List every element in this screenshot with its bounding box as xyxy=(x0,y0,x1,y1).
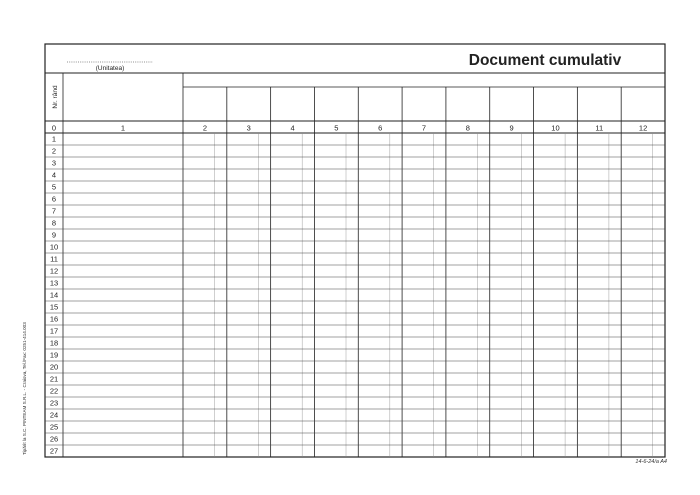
form-border xyxy=(45,44,665,457)
row-number-label: 24 xyxy=(49,410,59,420)
column-number-label: 4 xyxy=(290,123,295,133)
row-number-label: 16 xyxy=(49,314,59,324)
column-number-label: 0 xyxy=(51,123,57,133)
column-number-label: 9 xyxy=(509,123,514,133)
form-code: 14-6-24/a A4 xyxy=(635,459,667,465)
document-title: Document cumulativ xyxy=(468,52,622,69)
row-number-label: 4 xyxy=(51,170,57,180)
row-number-label: 26 xyxy=(49,434,59,444)
column-number-label: 5 xyxy=(334,123,339,133)
row-number-label: 15 xyxy=(49,302,59,312)
row-number-label: 21 xyxy=(49,374,59,384)
column-number-label: 7 xyxy=(421,123,427,133)
column-number-label: 10 xyxy=(551,123,560,133)
row-number-label: 20 xyxy=(49,362,59,372)
column-number-label: 6 xyxy=(378,123,383,133)
row-number-label: 11 xyxy=(50,254,58,264)
column-number-label: 3 xyxy=(246,123,251,133)
column-number-label: 1 xyxy=(120,123,126,133)
unit-label: (Unitatea) xyxy=(95,65,125,72)
row-number-label: 7 xyxy=(51,206,57,216)
row-number-label: 19 xyxy=(49,350,59,360)
row-number-label: 12 xyxy=(49,266,59,276)
row-number-label: 22 xyxy=(49,386,59,396)
column-number-label: 12 xyxy=(638,123,648,133)
row-number-label: 8 xyxy=(51,218,57,228)
row-number-label: 3 xyxy=(51,158,57,168)
row-number-label: 23 xyxy=(49,398,59,408)
row-number-label: 25 xyxy=(49,422,59,432)
column-number-label: 11 xyxy=(595,123,604,133)
row-number-label: 6 xyxy=(51,194,57,204)
row-number-label: 2 xyxy=(51,146,57,156)
column-number-label: 8 xyxy=(465,123,470,133)
row-number-label: 18 xyxy=(49,338,59,348)
row-number-label: 17 xyxy=(49,326,59,336)
printer-note: Tipărit la S.C. PINTEAM S.R.L. - Craiova, Tel./Fax: 0251-414.003 xyxy=(22,322,27,455)
row-number-label: 13 xyxy=(49,278,59,288)
column-number-label: 2 xyxy=(202,123,207,133)
row-number-label: 1 xyxy=(51,134,57,144)
row-number-label: 14 xyxy=(49,290,59,300)
row-number-label: 5 xyxy=(51,182,57,192)
row-number-label: 9 xyxy=(51,230,57,240)
row-number-label: 27 xyxy=(49,446,59,456)
row-number-label: 10 xyxy=(49,242,59,252)
row-number-header: Nr. rând xyxy=(52,85,59,109)
